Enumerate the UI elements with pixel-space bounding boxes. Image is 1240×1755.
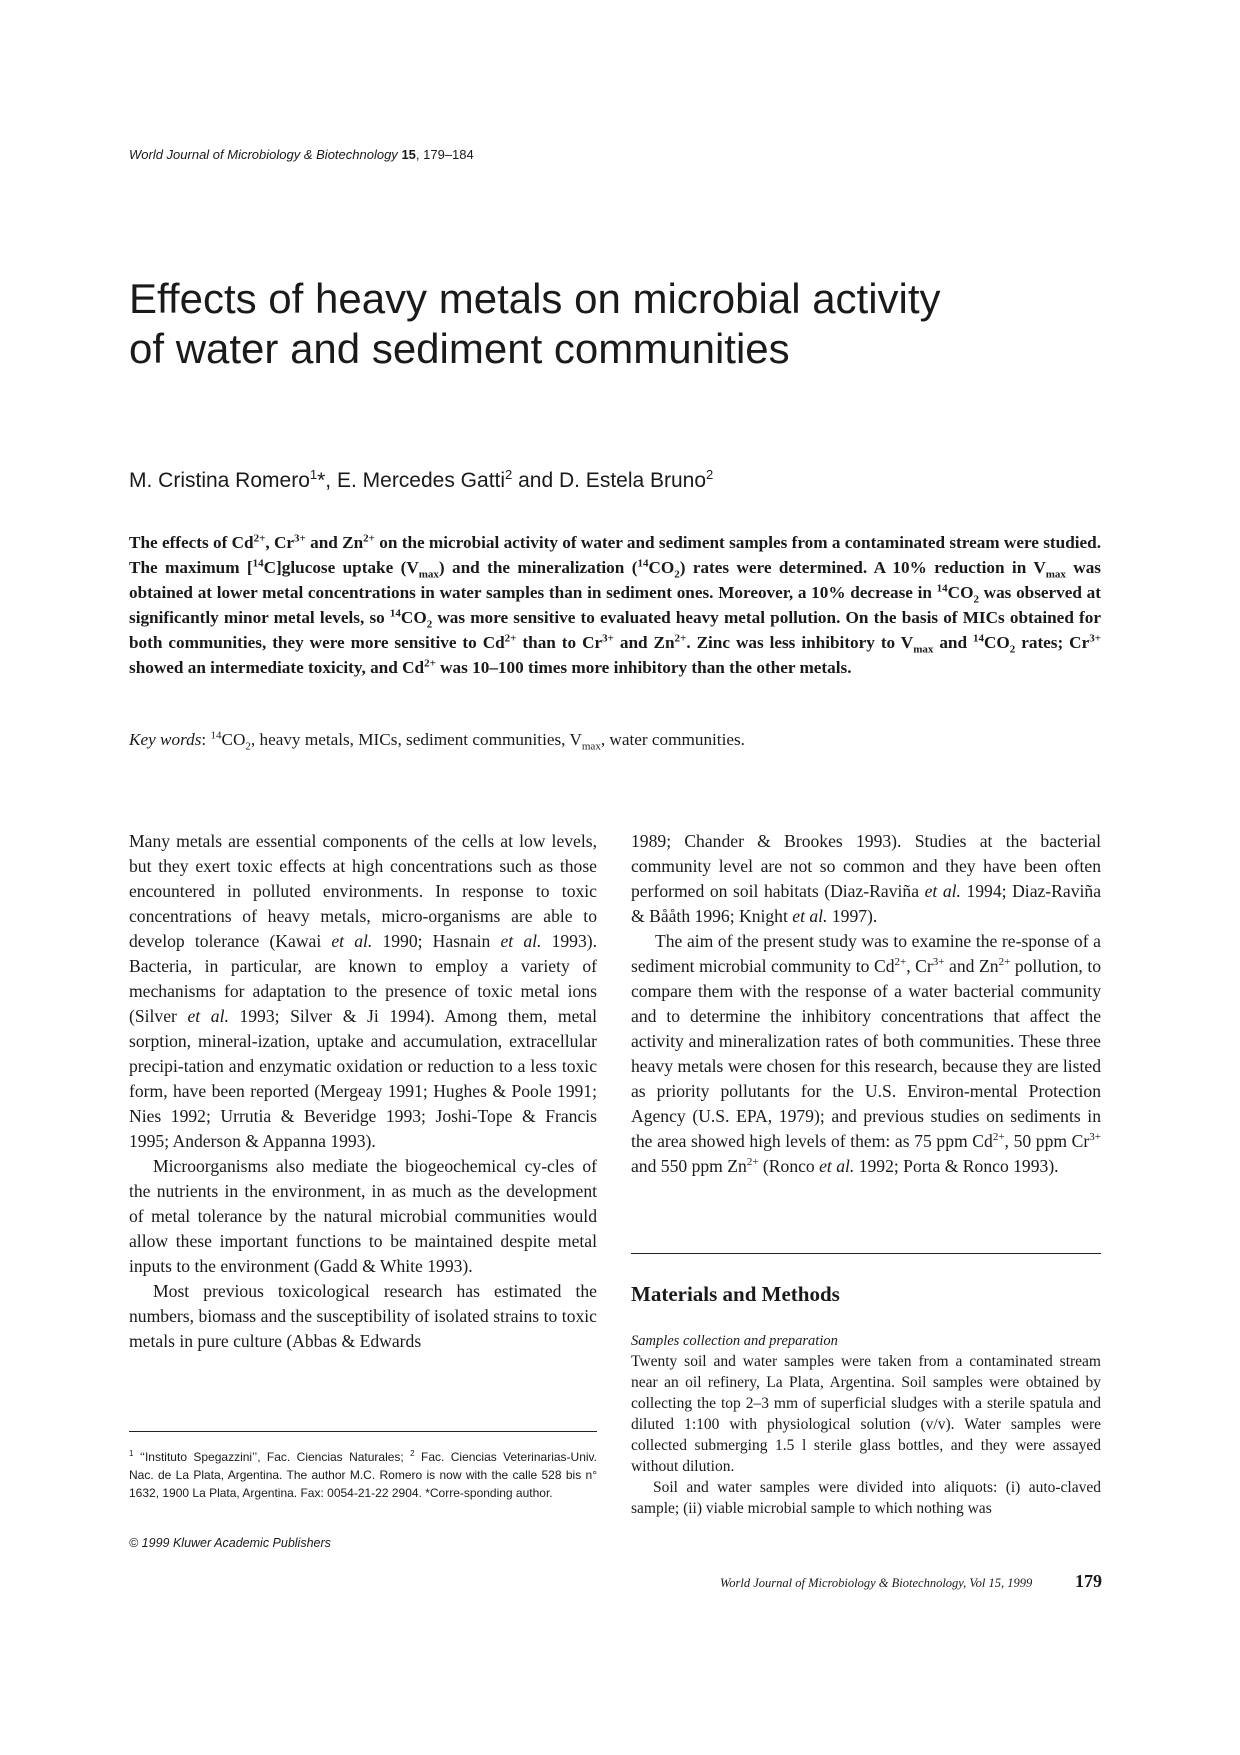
- abstract-text: C]glucose uptake (V: [263, 558, 419, 577]
- body-sup: 2+: [998, 956, 1011, 969]
- body-text: et al.: [819, 1156, 855, 1176]
- abstract-sub: max: [1045, 568, 1066, 581]
- keywords-text: , heavy metals, MICs, sediment communities, V: [250, 730, 582, 749]
- body-column-left: [129, 829, 597, 1354]
- abstract-sub: max: [913, 643, 934, 656]
- authors: [129, 467, 713, 493]
- abstract: [129, 530, 1101, 680]
- footnote-divider: [129, 1431, 597, 1432]
- author-1-affil: 1: [309, 467, 318, 482]
- body-text: The aim of the present study was to examine the re-sponse of a sediment microbial community to Cd: [631, 931, 1101, 976]
- footnote-sup: 2: [410, 1449, 415, 1458]
- abstract-sub: 2: [973, 593, 979, 606]
- abstract-text: CO: [648, 558, 675, 577]
- body-text: , Cr: [906, 956, 933, 976]
- body-column-right: [631, 829, 1101, 1179]
- abstract-sup: 2+: [363, 532, 375, 545]
- title-line-1: Effects of heavy metals on microbial activity: [129, 275, 941, 322]
- body-text: et al.: [924, 881, 961, 901]
- body-text: et al.: [331, 931, 373, 951]
- body-text: 1990; Hasnain: [372, 931, 501, 951]
- keywords-sup: 14: [210, 729, 222, 742]
- abstract-sub: 2: [1009, 643, 1016, 656]
- footnote-text: Fac. Ciencias Veterinarias-Univ. Nac. de La Plata, Argentina. The author M.C. Romero is now with the calle 528 bis n° 1632, 1900 La Plata, Argentina. Fax: 0054-21-22 2904. *Corre-sponding author.: [129, 1450, 597, 1500]
- abstract-text: . Zinc was less inhibitory to V: [686, 633, 914, 652]
- abstract-sup: 3+: [294, 532, 306, 545]
- abstract-text: and Zn: [613, 633, 675, 652]
- running-head-journal: World Journal of Microbiology & Biotechnology: [129, 147, 398, 162]
- author-3: and D. Estela Bruno: [512, 469, 707, 492]
- author-3-affil: 2: [706, 467, 714, 482]
- intro-paragraph-4: [631, 929, 1101, 1179]
- abstract-sup: 14: [252, 557, 264, 570]
- abstract-sup: 2+: [504, 632, 517, 645]
- abstract-text: was 10–100 times more inhibitory than the other metals.: [435, 658, 852, 677]
- running-head-pages: , 179–184: [415, 147, 474, 162]
- paper-title: [129, 274, 1109, 374]
- page-number: 179: [1075, 1571, 1102, 1591]
- body-text: 1989; Chander & Brookes 1993). Studies at the bacterial community level are not so common and they have been often performed on soil habitats (Diaz-Raviña: [631, 831, 1101, 901]
- body-text: 1993). Bacteria, in particular, are known to employ a variety of mechanisms for adaptation to the presence of toxic metal ions (Silver: [129, 931, 598, 1026]
- body-sup: 2+: [894, 956, 907, 969]
- abstract-text: ) and the mineralization (: [438, 558, 638, 577]
- methods-paragraph-2: Soil and water samples were divided into aliquots: (i) auto-claved sample; (ii) viable microbial sample to which nothing was: [631, 1479, 1101, 1517]
- body-text: 1994; Diaz-Raviña & Bååth 1996; Knight: [631, 881, 1102, 926]
- body-sup: 3+: [1089, 1131, 1101, 1144]
- abstract-sup: 3+: [602, 632, 614, 645]
- abstract-sup: 14: [936, 582, 948, 595]
- running-head-volume: 15: [401, 147, 416, 162]
- section-heading-methods: Materials and Methods: [631, 1282, 840, 1306]
- methods-text: [631, 1351, 1101, 1519]
- abstract-sup: 14: [637, 557, 649, 570]
- body-sup: 3+: [932, 956, 945, 969]
- abstract-sub: 2: [426, 618, 433, 631]
- footnote-text: ‘‘Instituto Spegazzini’’, Fac. Ciencias Naturales;: [133, 1450, 411, 1464]
- body-text: 1992; Porta & Ronco 1993).: [854, 1156, 1059, 1176]
- abstract-text: CO: [400, 608, 427, 627]
- abstract-sup: 3+: [1089, 632, 1101, 645]
- keywords-text: :: [201, 730, 211, 749]
- abstract-sup: 2+: [424, 657, 436, 670]
- abstract-sub: 2: [674, 568, 680, 581]
- intro-paragraph-2: Microorganisms also mediate the biogeochemical cy-cles of the nutrients in the environment, in as much as the development of metal tolerance by the natural microbial communities would allow these important functions to be maintained despite metal inputs to the environment (Gadd & White 1993).: [129, 1156, 597, 1276]
- body-text: 1993; Silver & Ji 1994). Among them, metal sorption, mineral-ization, uptake and accumulation, extracellular precipi-tation and enzymatic oxidation or reduction to a less toxic form, have been reported (Mergeay 1991; Hughes & Poole 1991; Nies 1992; Urrutia & Beveridge 1993; Joshi-Tope & Francis 1995; Anderson & Appanna 1993).: [129, 1006, 597, 1151]
- abstract-text: CO: [984, 633, 1010, 652]
- body-text: Many metals are essential components of the cells at low levels, but they exert toxic effects at high concentrations such as those encountered in polluted environments. In response to toxic concentrations of heavy metals, micro-organisms are able to develop tolerance (Kawai: [129, 831, 597, 951]
- abstract-text: and Zn: [305, 533, 364, 552]
- body-text: and Zn: [944, 956, 999, 976]
- abstract-text: ) rates were determined. A 10% reduction in V: [679, 558, 1046, 577]
- keywords-text: CO: [221, 730, 246, 749]
- abstract-text: The effects of Cd: [129, 533, 254, 552]
- author-1-star: *: [317, 469, 326, 492]
- abstract-text: showed an intermediate toxicity, and Cd: [129, 658, 425, 677]
- methods-paragraph-1: Twenty soil and water samples were taken from a contaminated stream near an oil refinery, La Plata, Argentina. Soil samples were obtained by collecting the top 2–3 mm of superficial sludges with a sterile spatula and diluted 1:100 with physiological solution (v/v). Water samples were collected submerging 1.5 l sterile glass bottles, and they were assayed without dilution.: [631, 1353, 1101, 1475]
- footer-journal: World Journal of Microbiology & Biotechnology, Vol 15, 1999: [720, 1576, 1033, 1590]
- footnote: [129, 1445, 597, 1502]
- title-line-2: of water and sediment communities: [129, 325, 790, 372]
- abstract-sup: 14: [389, 607, 401, 620]
- keywords-sub: max: [581, 740, 601, 753]
- keywords-label: Key words: [129, 730, 202, 749]
- keywords-text: , water communities.: [600, 730, 745, 749]
- author-2-affil: 2: [505, 467, 513, 482]
- body-text: pollution, to compare them with the response of a water bacterial community and to determine the inhibitory concentrations that affect the activity and mineralization rates of both communities. These three heavy metals were chosen for this research, because they are listed as priority pollutants for the U.S. Environ-mental Protection Agency (U.S. EPA, 1979); and previous studies on sediments in the area showed high levels of them: as 75 ppm Cd: [631, 956, 1102, 1151]
- abstract-sup: 14: [973, 632, 984, 645]
- abstract-text: was obtained at lower metal concentrations in water samples than in sediment ones. Moreover, a 10% decrease in: [129, 558, 1101, 602]
- section-divider: [631, 1253, 1101, 1254]
- abstract-text: rates; Cr: [1015, 633, 1090, 652]
- subsection-heading: Samples collection and preparation: [631, 1333, 838, 1349]
- abstract-text: and: [933, 633, 973, 652]
- abstract-text: on the microbial activity of water and sediment samples from a contaminated stream were studied. The maximum [: [129, 533, 1102, 577]
- abstract-sub: max: [418, 568, 439, 581]
- author-2: , E. Mercedes Gatti: [325, 469, 506, 492]
- abstract-text: was observed at significantly minor metal levels, so: [129, 583, 1101, 627]
- body-text: , 50 ppm Cr: [1004, 1131, 1090, 1151]
- footnote-sup: 1: [129, 1449, 134, 1458]
- intro-paragraph-3: Most previous toxicological research has estimated the numbers, biomass and the susceptibility of isolated strains to toxic metals in pure culture (Abbas & Edwards: [129, 1281, 597, 1351]
- body-text: (Ronco: [758, 1156, 820, 1176]
- body-sup: 2+: [992, 1131, 1005, 1144]
- intro-paragraph-3-cont: [631, 829, 1101, 929]
- body-text: 1997).: [827, 906, 878, 926]
- abstract-text: , Cr: [265, 533, 295, 552]
- abstract-text: was more sensitive to evaluated heavy metal pollution. On the basis of MICs obtained for both communities, they were more sensitive to Cd: [129, 608, 1101, 652]
- running-head: [129, 147, 474, 162]
- body-sup: 2+: [746, 1156, 759, 1169]
- body-text: et al.: [187, 1006, 229, 1026]
- keywords-sub: 2: [245, 740, 251, 753]
- abstract-text: than to Cr: [516, 633, 603, 652]
- copyright: © 1999 Kluwer Academic Publishers: [129, 1536, 331, 1550]
- abstract-sup: 2+: [674, 632, 687, 645]
- abstract-text: CO: [947, 583, 974, 602]
- author-1: M. Cristina Romero: [129, 469, 310, 492]
- body-text: et al.: [500, 931, 542, 951]
- keywords: [129, 727, 1101, 752]
- intro-paragraph-1: [129, 829, 597, 1154]
- body-text: and 550 ppm Zn: [631, 1156, 747, 1176]
- abstract-sup: 2+: [253, 532, 266, 545]
- body-text: et al.: [792, 906, 828, 926]
